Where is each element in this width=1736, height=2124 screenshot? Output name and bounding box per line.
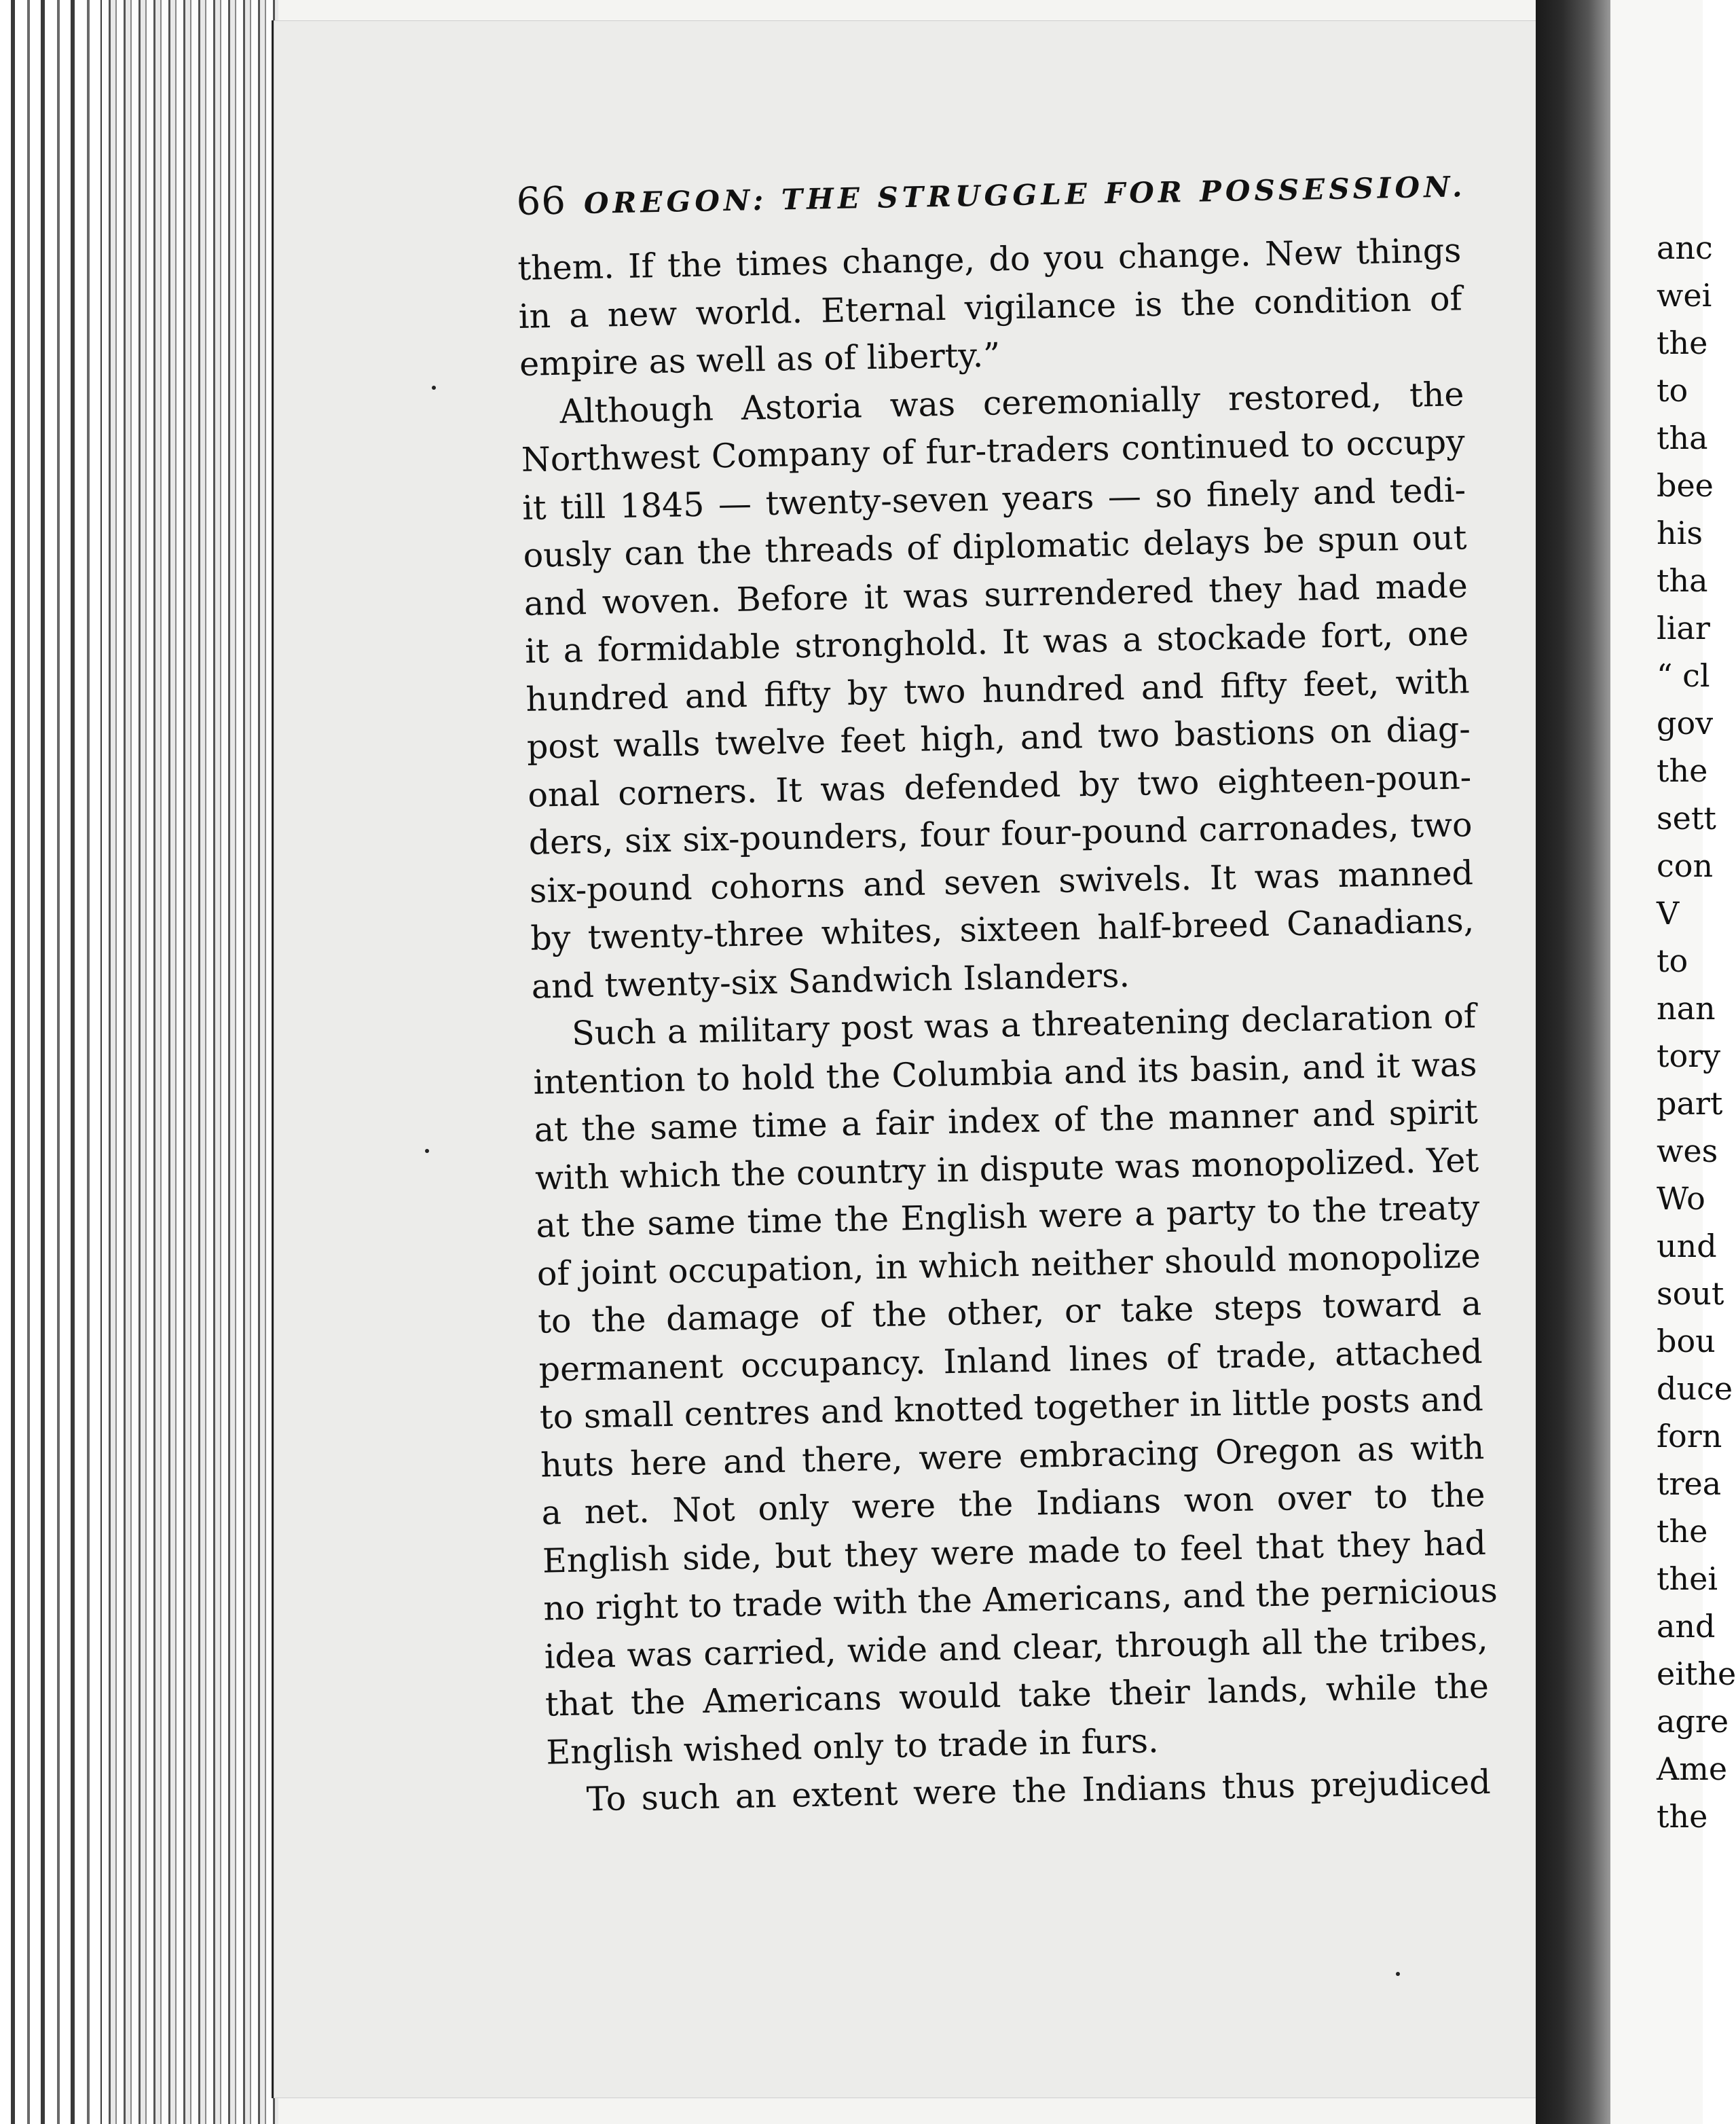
text-line: at the same time a fair index of the manner and spirit <box>534 1093 1479 1150</box>
text-line: English wished only to trade in furs. <box>545 1721 1160 1772</box>
text-line: to the damage of the other, or take steps toward a <box>537 1284 1482 1341</box>
facing-page-fragment: “ cl <box>1657 657 1710 694</box>
text-line: hundred and fifty by two hundred and fifty feet, with <box>525 661 1470 719</box>
facing-page-fragment: Ame <box>1657 1751 1728 1787</box>
page-text-block <box>516 161 1525 1825</box>
text-line: it a formidable stronghold. It was a stockade fort, one <box>524 614 1469 671</box>
facing-page-fragment: thei <box>1657 1560 1718 1597</box>
facing-page-fragment: tha <box>1657 420 1708 456</box>
text-line: English side, but they were made to feel that they had <box>542 1523 1487 1581</box>
facing-page-fragment: liar <box>1657 610 1710 646</box>
facing-page-fragment: con <box>1657 847 1714 884</box>
text-line: it till 1845 — twenty-seven years — so finely and tedi- <box>521 470 1466 528</box>
running-title: OREGON: THE STRUGGLE FOR POSSESSION. <box>583 170 1466 221</box>
facing-page-fragment: wes <box>1657 1133 1718 1169</box>
text-line: onal corners. It was defended by two eighteen-poun- <box>527 757 1472 815</box>
text-line: a net. Not only were the Indians won over to the <box>541 1475 1485 1533</box>
facing-page-fragment: eithe <box>1657 1655 1736 1692</box>
facing-page-fragment: bou <box>1657 1323 1716 1359</box>
text-line: with which the country in dispute was monopolized. Yet <box>534 1140 1479 1198</box>
text-line: idea was carried, wide and clear, through all the tribes, <box>544 1619 1489 1677</box>
facing-page-fragment: wei <box>1657 277 1712 314</box>
text-line: and woven. Before it was surrendered they had made <box>523 566 1469 623</box>
book-gutter <box>1536 0 1610 2124</box>
facing-page-fragment: sett <box>1657 800 1716 837</box>
facing-page-fragment: Wo <box>1657 1180 1705 1217</box>
facing-page-fragment: duce <box>1657 1370 1733 1407</box>
facing-page-fragment: V <box>1657 895 1680 932</box>
facing-page-fragment: and <box>1657 1608 1716 1645</box>
scan-speck <box>425 1149 429 1153</box>
facing-page-fragment: the <box>1657 1513 1708 1550</box>
scan-speck <box>432 386 436 390</box>
text-line: ders, six six-pounders, four four-pound carronades, two <box>528 805 1473 862</box>
book-page-edges-inner <box>102 0 278 2124</box>
text-line: huts here and there, were embracing Oregon as with <box>540 1427 1485 1485</box>
facing-page-fragment: part <box>1657 1085 1723 1122</box>
facing-page-fragment: tory <box>1657 1038 1721 1074</box>
facing-page-fragment: trea <box>1657 1465 1722 1502</box>
text-line: post walls twelve feet high, and two bastions on diag- <box>526 710 1471 767</box>
text-line: permanent occupancy. Inland lines of trade, attached <box>538 1332 1483 1389</box>
text-line: and twenty-six Sandwich Islanders. <box>531 955 1130 1006</box>
text-line: by twenty-three whites, sixteen half-breed Canadians, <box>530 901 1475 958</box>
text-line: to small centres and knotted together in little posts and <box>539 1379 1484 1437</box>
facing-page-fragment: the <box>1657 752 1708 789</box>
text-line: at the same time the English were a party to the treaty <box>536 1188 1480 1245</box>
scan-speck <box>1396 1972 1400 1976</box>
facing-page-fragment: bee <box>1657 467 1714 504</box>
facing-page-fragment: to <box>1657 942 1688 979</box>
text-line: no right to trade with the Americans, and the pernicious <box>542 1571 1498 1628</box>
facing-page-fragment: the <box>1657 325 1708 361</box>
facing-page-fragment: sout <box>1657 1275 1724 1312</box>
text-line: of joint occupation, in which neither should monopolize <box>536 1236 1481 1294</box>
facing-page-fragment: forn <box>1657 1418 1722 1454</box>
text-line: ously can the threads of diplomatic delays be spun out <box>523 518 1467 575</box>
facing-page-edge <box>1610 0 1736 2124</box>
facing-page-fragment: to <box>1657 372 1688 409</box>
text-line: Such a military post was a threatening declaration of <box>571 997 1477 1053</box>
facing-page-fragment: gov <box>1657 705 1714 741</box>
text-line: Northwest Company of fur-traders continued to occupy <box>521 422 1466 479</box>
facing-page-fragment: tha <box>1657 562 1708 599</box>
text-line: six-pound cohorns and seven swivels. It was manned <box>529 853 1474 911</box>
facing-page-fragment: und <box>1657 1228 1717 1264</box>
facing-page-fragment: his <box>1657 515 1703 551</box>
text-line: Although Astoria was ceremonially restored, the <box>559 374 1464 431</box>
facing-page-fragment: anc <box>1657 230 1713 266</box>
facing-page-fragment: the <box>1657 1798 1708 1835</box>
text-line: intention to hold the Columbia and its basin, and it was <box>532 1044 1477 1102</box>
facing-page-fragment: agre <box>1657 1703 1729 1740</box>
body-text <box>517 226 1525 1825</box>
text-line: that the Americans would take their lands, while the <box>544 1666 1490 1724</box>
facing-page-fragment: nan <box>1657 990 1716 1027</box>
text-line: To such an extent were the Indians thus prejudiced <box>586 1762 1492 1819</box>
text-line: them. If the times change, do you change. New things <box>517 231 1462 288</box>
page-number: 66 <box>516 179 567 224</box>
text-line: empire as well as of liberty.” <box>519 335 1001 384</box>
text-line: in a new world. Eternal vigilance is the condition of <box>518 278 1463 336</box>
